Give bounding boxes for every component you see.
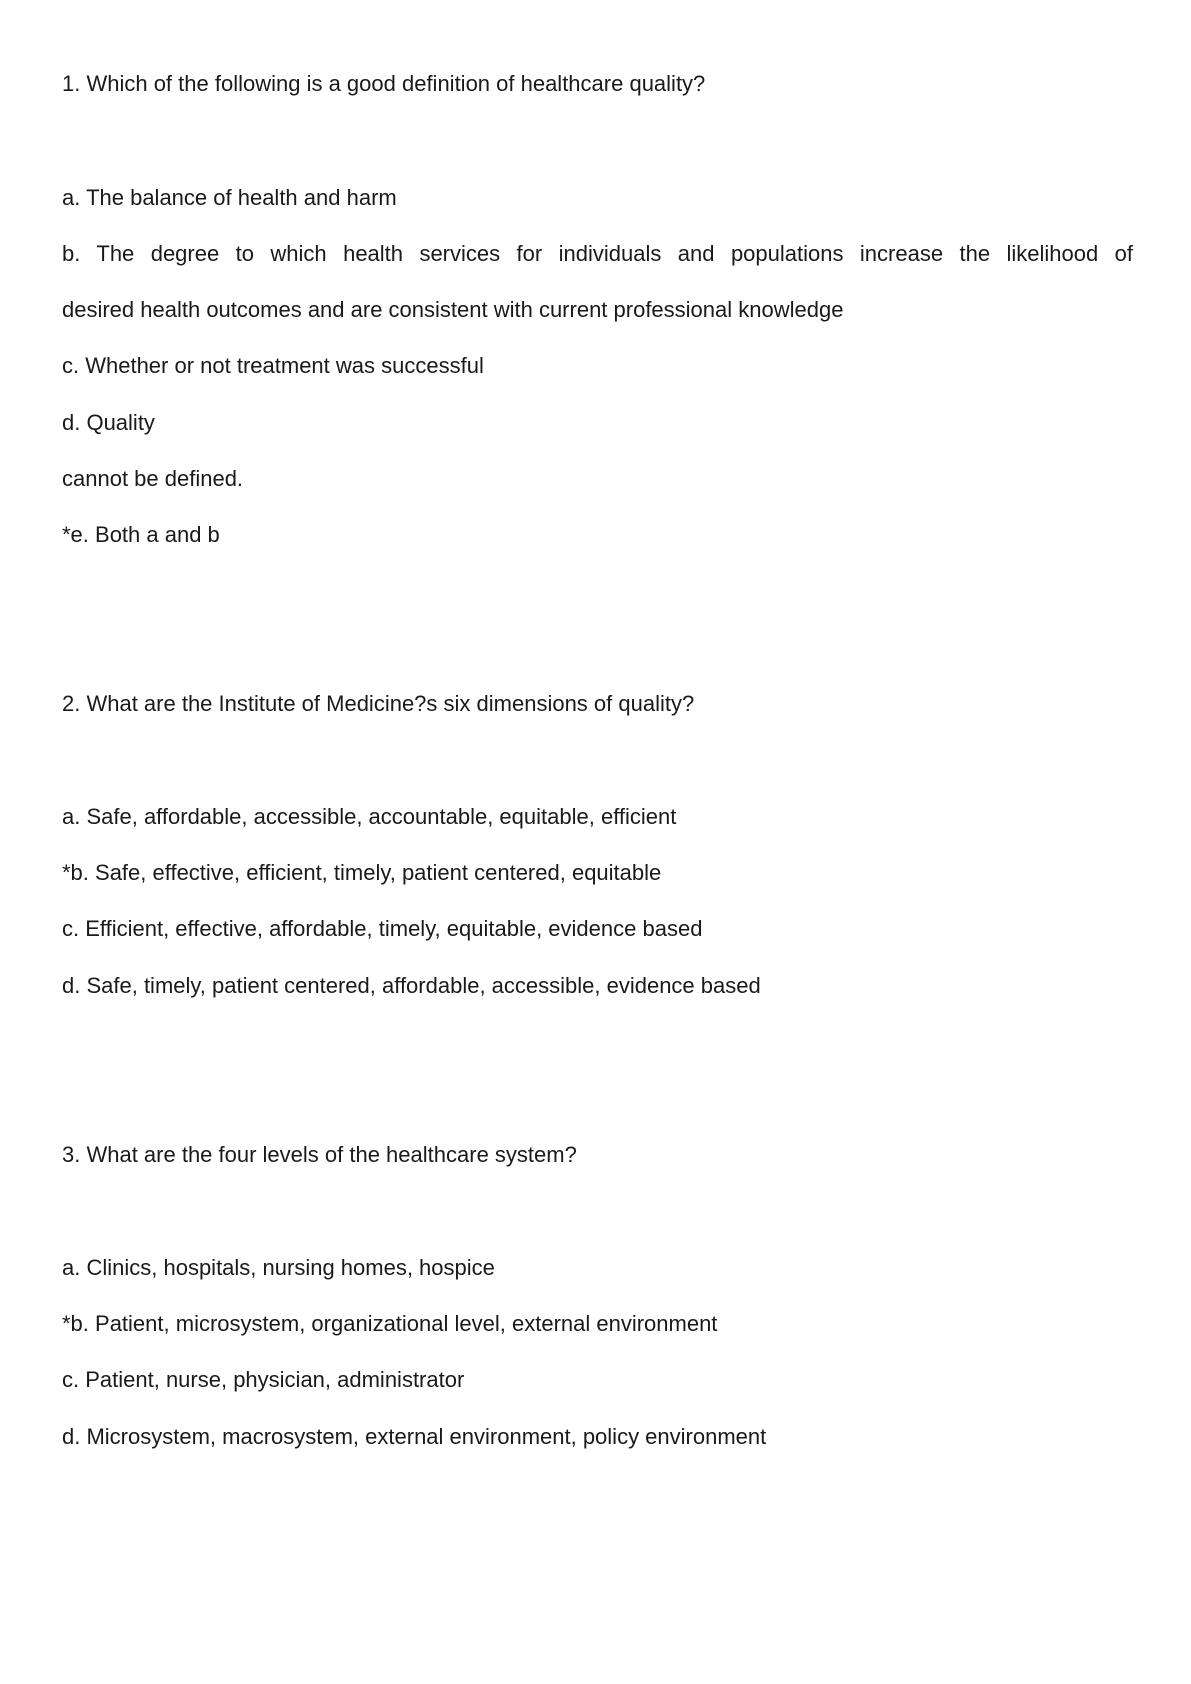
question-3: 3. What are the four levels of the healthcare system? — [62, 1142, 577, 1167]
question-2-option-d: d. Safe, timely, patient centered, affordable, accessible, evidence based — [62, 973, 761, 998]
question-1-option-a: a. The balance of health and harm — [62, 185, 397, 210]
question-1: 1. Which of the following is a good definition of healthcare quality? — [62, 71, 706, 96]
question-1-option-b-continued: desired health outcomes and are consistent with current professional knowledge — [62, 297, 844, 322]
question-2-option-c: c. Efficient, effective, affordable, timely, equitable, evidence based — [62, 916, 703, 941]
question-2: 2. What are the Institute of Medicine?s six dimensions of quality? — [62, 691, 695, 716]
question-2-option-b: *b. Safe, effective, efficient, timely, patient centered, equitable — [62, 860, 662, 885]
question-1-option-e: *e. Both a and b — [62, 522, 220, 547]
question-1-option-d-continued: cannot be defined. — [62, 466, 244, 491]
question-1-option-d: d. Quality — [62, 410, 155, 435]
question-1-option-c: c. Whether or not treatment was successful — [62, 353, 484, 378]
question-1-option-b: b. The degree to which health services for individuals and populations increase the likelihood of — [62, 241, 1133, 266]
question-3-option-c: c. Patient, nurse, physician, administrator — [62, 1367, 465, 1392]
question-2-option-a: a. Safe, affordable, accessible, accountable, equitable, efficient — [62, 804, 677, 829]
question-3-option-b: *b. Patient, microsystem, organizational level, external environment — [62, 1311, 718, 1336]
question-3-option-d: d. Microsystem, macrosystem, external environment, policy environment — [62, 1424, 767, 1449]
question-3-option-a: a. Clinics, hospitals, nursing homes, hospice — [62, 1255, 495, 1280]
